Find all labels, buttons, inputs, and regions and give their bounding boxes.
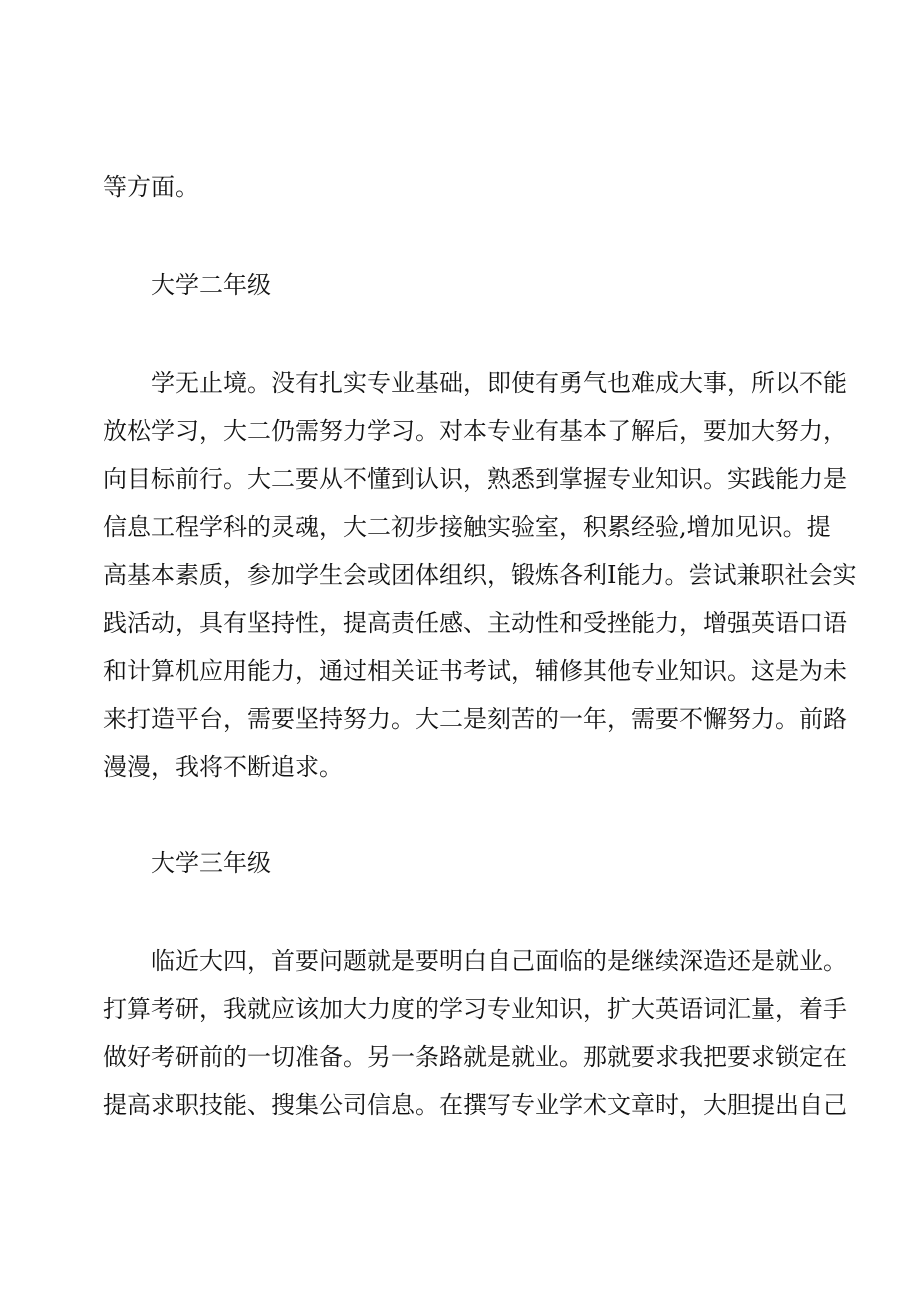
paragraph-line: 来打造平台，需要坚持努力。大二是刻苦的一年，需要不懈努力。前路	[103, 705, 847, 733]
paragraph-line: 信息工程学科的灵魂，大二初步接触实验室，积累经验,增加见识。提	[103, 513, 831, 541]
paragraph-line: 临近大四，首要问题就是要明白自己面临的是继续深造还是就业。	[151, 947, 847, 975]
paragraph-line: 向目标前行。大二要从不懂到认识，熟悉到掌握专业知识。实践能力是	[103, 465, 847, 493]
paragraph-line: 提高求职技能、搜集公司信息。在撰写专业学术文章时，大胆提出自己	[103, 1091, 847, 1119]
section-heading-year-three: 大学三年级	[151, 849, 271, 877]
paragraph-line: 学无止境。没有扎实专业基础，即使有勇气也难成大事，所以不能	[151, 369, 847, 397]
section-heading-year-two: 大学二年级	[151, 271, 271, 299]
paragraph-intro-tail: 等方面。	[103, 173, 199, 201]
paragraph-line: 高基本素质，参加学生会或团体组织，锻炼各利I能力。尝试兼职社会实	[103, 561, 857, 589]
paragraph-line: 做好考研前的一切准备。另一条路就是就业。那就要求我把要求锁定在	[103, 1043, 847, 1071]
paragraph-line: 放松学习，大二仍需努力学习。对本专业有基本了解后，要加大努力，	[103, 417, 847, 445]
paragraph-line: 和计算机应用能力，通过相关证书考试，辅修其他专业知识。这是为未	[103, 657, 847, 685]
paragraph-line: 践活动，具有坚持性，提高责任感、主动性和受挫能力，增强英语口语	[103, 609, 847, 637]
paragraph-line: 打算考研，我就应该加大力度的学习专业知识，扩大英语词汇量，着手	[103, 995, 847, 1023]
paragraph-line: 漫漫，我将不断追求。	[103, 753, 343, 781]
